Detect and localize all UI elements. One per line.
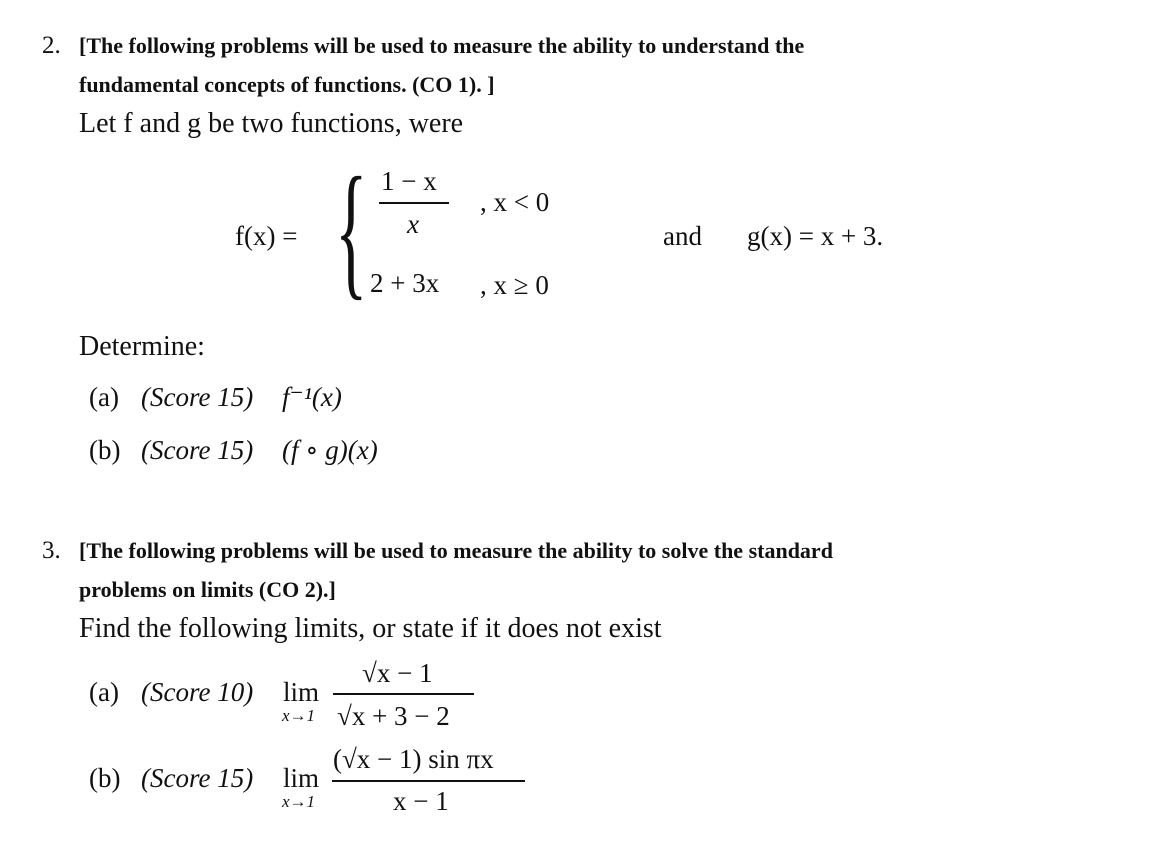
problem-2-number: 2. <box>42 32 61 59</box>
part-a-score: (Score 15) <box>141 382 254 412</box>
problem-2-header-line1: [The following problems will be used to measure the ability to understand the <box>79 33 805 58</box>
limit-b-score: (Score 15) <box>141 763 254 793</box>
limit-a-lim: lim <box>283 677 320 707</box>
problem-2-intro: Let f and g be two functions, were <box>79 108 464 139</box>
limit-a-label: (a) <box>89 677 119 707</box>
limit-b-fraction-bar <box>332 780 525 782</box>
determine-label: Determine: <box>79 331 205 362</box>
case1-condition: , x < 0 <box>480 187 550 217</box>
and-text: and <box>663 221 702 251</box>
limit-b-denominator: x − 1 <box>393 786 449 816</box>
limit-a-numerator: √x − 1 <box>362 658 433 688</box>
case2-expression: 2 + 3x <box>370 268 440 298</box>
case1-denominator: x <box>407 209 419 239</box>
case1-numerator: 1 − x <box>381 166 437 196</box>
part-b-score: (Score 15) <box>141 435 254 465</box>
part-a-expression: f⁻¹(x) <box>282 382 342 412</box>
part-b-expression: (f ∘ g)(x) <box>282 435 378 465</box>
limit-b-numerator: (√x − 1) sin πx <box>333 744 494 774</box>
problem-3-header-line2: problems on limits (CO 2).] <box>79 577 336 602</box>
problem-3-number: 3. <box>42 537 61 564</box>
limit-a-subscript: x→1 <box>282 706 316 725</box>
problem-2-header-line2: fundamental concepts of functions. (CO 1). ] <box>79 72 495 97</box>
problem-3-intro: Find the following limits, or state if it does not exist <box>79 613 662 644</box>
limit-a-denominator: √x + 3 − 2 <box>337 701 450 731</box>
part-a-label: (a) <box>89 382 119 412</box>
limit-a-score: (Score 10) <box>141 677 254 707</box>
case2-condition: , x ≥ 0 <box>480 270 549 300</box>
piecewise-brace: { <box>335 147 368 313</box>
problem-3-header-line1: [The following problems will be used to measure the ability to solve the standard <box>79 538 833 563</box>
part-b-label: (b) <box>89 435 121 465</box>
limit-a-fraction-bar <box>333 693 474 695</box>
limit-b-label: (b) <box>89 763 121 793</box>
f-label: f(x) = <box>235 221 298 251</box>
limit-b-lim: lim <box>283 763 320 793</box>
limit-b-subscript: x→1 <box>282 792 316 811</box>
case1-fraction-bar <box>379 202 449 204</box>
g-definition: g(x) = x + 3. <box>747 221 884 251</box>
